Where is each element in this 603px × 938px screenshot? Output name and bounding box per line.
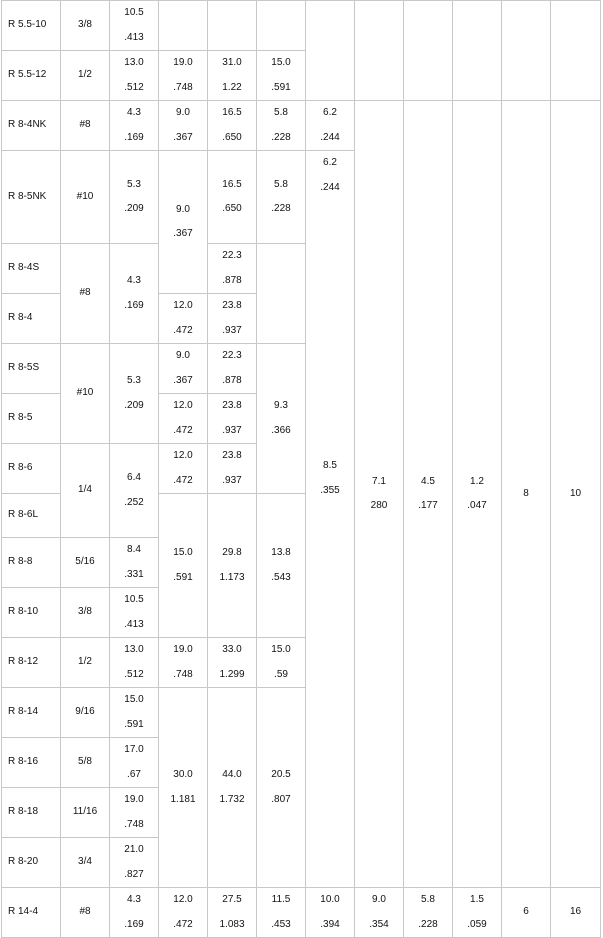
dimension-cell bbox=[159, 494, 208, 638]
inch-value: 1.22 bbox=[222, 81, 242, 93]
stud-size-cell: 3/8 bbox=[61, 588, 110, 638]
inch-value: .059 bbox=[467, 918, 487, 930]
metric-value: 5.3 bbox=[127, 178, 141, 190]
metric-value: 8.4 bbox=[127, 544, 141, 555]
inch-value: .228 bbox=[271, 131, 291, 143]
inch-value: .209 bbox=[124, 203, 144, 214]
part-number-cell: R 5.5-12 bbox=[2, 51, 61, 101]
metric-value: 13.0 bbox=[124, 644, 144, 655]
metric-value: 12.0 bbox=[173, 300, 193, 311]
metric-value: 15.0 bbox=[124, 694, 144, 705]
inch-value: .59 bbox=[274, 668, 288, 680]
metric-value: 6.2 bbox=[323, 157, 337, 168]
dimension-cell bbox=[110, 151, 159, 244]
dimension-cell bbox=[355, 1, 404, 101]
metric-value: 15.0 bbox=[173, 547, 193, 558]
metric-value: 9.0 bbox=[176, 350, 190, 361]
metric-value: 15.0 bbox=[271, 644, 291, 655]
metric-value: 20.5 bbox=[271, 769, 291, 780]
dimension-cell bbox=[453, 1, 502, 101]
metric-value: 10.5 bbox=[124, 7, 144, 18]
inch-value: .472 bbox=[173, 324, 193, 336]
dimension-cell bbox=[257, 1, 306, 51]
dimension-cell bbox=[110, 51, 159, 101]
inch-value: 280 bbox=[370, 500, 388, 511]
dimension-cell bbox=[110, 1, 159, 51]
part-number-cell: R 8-5 bbox=[2, 394, 61, 444]
stud-size-cell: 3/4 bbox=[61, 838, 110, 888]
metric-value: 23.8 bbox=[222, 400, 242, 411]
dimension-cell bbox=[306, 151, 355, 888]
inch-value: .453 bbox=[271, 918, 291, 930]
dimension-cell bbox=[257, 51, 306, 101]
inch-value: .591 bbox=[173, 571, 193, 583]
inch-value: .367 bbox=[173, 374, 193, 386]
metric-value: 13.0 bbox=[124, 57, 144, 68]
inch-value: .512 bbox=[124, 81, 144, 93]
metric-value: 10 bbox=[569, 487, 582, 499]
metric-value: 4.3 bbox=[127, 107, 141, 118]
inch-value: .355 bbox=[320, 484, 340, 496]
inch-value: 1.173 bbox=[219, 571, 245, 583]
metric-value: 33.0 bbox=[222, 644, 242, 655]
part-number-cell: R 8-4S bbox=[2, 244, 61, 294]
metric-value: 10.0 bbox=[320, 894, 340, 905]
metric-value: 8.5 bbox=[323, 460, 337, 471]
metric-value: 4.5 bbox=[421, 475, 435, 487]
dimension-cell bbox=[257, 151, 306, 244]
dimension-cell bbox=[159, 888, 208, 938]
dimension-cell bbox=[257, 101, 306, 151]
inch-value: .591 bbox=[271, 81, 291, 93]
inch-value: .937 bbox=[222, 474, 242, 486]
part-number-cell: R 8-16 bbox=[2, 738, 61, 788]
inch-value: .748 bbox=[173, 668, 193, 680]
inch-value: .228 bbox=[271, 203, 291, 214]
dimension-cell bbox=[208, 688, 257, 888]
inch-value: .807 bbox=[271, 793, 291, 805]
dimension-cell bbox=[110, 688, 159, 738]
inch-value: 1.732 bbox=[219, 793, 245, 805]
dimension-cell bbox=[110, 244, 159, 344]
metric-value: 5.8 bbox=[274, 107, 288, 118]
inch-value: .331 bbox=[124, 568, 144, 580]
metric-value: 9.0 bbox=[176, 203, 190, 215]
inch-value: .512 bbox=[124, 668, 144, 680]
dimension-cell bbox=[257, 344, 306, 494]
dimension-cell bbox=[159, 344, 208, 394]
inch-value: .209 bbox=[124, 399, 144, 411]
dimension-cell bbox=[110, 444, 159, 538]
metric-value: 4.3 bbox=[127, 894, 141, 905]
part-number-cell: R 8-20 bbox=[2, 838, 61, 888]
dimension-cell bbox=[110, 788, 159, 838]
part-number-cell: R 8-4NK bbox=[2, 101, 61, 151]
metric-value: 30.0 bbox=[173, 769, 193, 780]
inch-value: .047 bbox=[467, 500, 487, 511]
inch-value: .169 bbox=[124, 918, 144, 930]
stud-size-cell: #8 bbox=[61, 244, 110, 344]
dimension-cell bbox=[208, 344, 257, 394]
table-row bbox=[2, 888, 601, 938]
inch-value: .228 bbox=[418, 918, 438, 930]
inch-value: .367 bbox=[173, 228, 193, 239]
inch-value: .472 bbox=[173, 424, 193, 436]
dimension-cell bbox=[208, 51, 257, 101]
dimension-cell bbox=[208, 244, 257, 294]
part-number-cell: R 8-6 bbox=[2, 444, 61, 494]
inch-value: .413 bbox=[124, 618, 144, 630]
stud-size-cell: 1/2 bbox=[61, 51, 110, 101]
metric-value: 13.8 bbox=[271, 547, 291, 558]
inch-value: .366 bbox=[271, 424, 291, 436]
dimension-cell bbox=[502, 888, 551, 938]
inch-value: .177 bbox=[418, 500, 438, 511]
part-number-cell: R 5.5-10 bbox=[2, 1, 61, 51]
stud-size-cell: 5/8 bbox=[61, 738, 110, 788]
dimension-cell bbox=[306, 1, 355, 101]
dimension-cell bbox=[110, 538, 159, 588]
part-number-cell: R 8-5NK bbox=[2, 151, 61, 244]
metric-value: 4.3 bbox=[127, 275, 141, 286]
inch-value: .878 bbox=[222, 274, 242, 286]
metric-value: 8 bbox=[523, 487, 529, 499]
metric-value: 21.0 bbox=[124, 844, 144, 855]
dimension-cell bbox=[159, 1, 208, 51]
inch-value: .169 bbox=[124, 299, 144, 311]
dimension-cell bbox=[159, 51, 208, 101]
metric-value: 9.3 bbox=[274, 400, 288, 411]
dimension-cell bbox=[110, 588, 159, 638]
part-number-cell: R 8-6L bbox=[2, 494, 61, 538]
part-number-cell: R 8-8 bbox=[2, 538, 61, 588]
metric-value: 9.0 bbox=[176, 107, 190, 118]
dimension-cell bbox=[257, 688, 306, 888]
dimension-cell bbox=[208, 294, 257, 344]
inch-value: .169 bbox=[124, 131, 144, 143]
inch-value: .472 bbox=[173, 474, 193, 486]
metric-value: 23.8 bbox=[222, 450, 242, 461]
dimension-cell bbox=[110, 838, 159, 888]
inch-value: 1.299 bbox=[219, 668, 245, 680]
inch-value: .244 bbox=[320, 131, 340, 143]
dimension-cell bbox=[257, 494, 306, 638]
dimension-cell bbox=[404, 1, 453, 101]
dimension-cell bbox=[110, 101, 159, 151]
dimension-cell bbox=[355, 101, 404, 888]
inch-value: .937 bbox=[222, 424, 242, 436]
inch-value: .67 bbox=[127, 768, 141, 780]
dimension-cell bbox=[257, 244, 306, 344]
dimension-cell bbox=[110, 738, 159, 788]
metric-value: 15.0 bbox=[271, 57, 291, 68]
metric-value: 29.8 bbox=[222, 547, 242, 558]
dimension-cell bbox=[159, 394, 208, 444]
metric-value: 1.5 bbox=[470, 894, 484, 905]
metric-value: 22.3 bbox=[222, 250, 242, 261]
inch-value: .543 bbox=[271, 571, 291, 583]
inch-value: .472 bbox=[173, 918, 193, 930]
part-number-cell: R 8-12 bbox=[2, 638, 61, 688]
dimension-cell bbox=[306, 101, 355, 151]
dimension-cell bbox=[306, 888, 355, 938]
table-row bbox=[2, 1, 601, 51]
dimension-cell bbox=[208, 101, 257, 151]
dimension-cell bbox=[502, 101, 551, 888]
metric-value: 31.0 bbox=[222, 57, 242, 68]
inch-value: .413 bbox=[124, 31, 144, 43]
metric-value: 19.0 bbox=[173, 57, 193, 68]
dimension-cell bbox=[551, 888, 601, 938]
spec-table-body bbox=[2, 1, 601, 938]
metric-value: 12.0 bbox=[173, 894, 193, 905]
dimension-cell bbox=[110, 638, 159, 688]
stud-size-cell: #10 bbox=[61, 151, 110, 244]
dimension-cell bbox=[551, 1, 601, 101]
inch-value: .354 bbox=[369, 918, 389, 930]
metric-value: 22.3 bbox=[222, 350, 242, 361]
inch-value: .367 bbox=[173, 131, 193, 143]
metric-value: 6.2 bbox=[323, 107, 337, 118]
metric-value: 1.2 bbox=[470, 475, 484, 487]
dimension-cell bbox=[159, 151, 208, 294]
dimension-cell bbox=[110, 344, 159, 444]
metric-value: 16.5 bbox=[222, 178, 242, 190]
metric-value: 19.0 bbox=[124, 794, 144, 805]
inch-value: .878 bbox=[222, 374, 242, 386]
dimension-cell bbox=[257, 638, 306, 688]
inch-value: .748 bbox=[124, 818, 144, 830]
metric-value: 23.8 bbox=[222, 300, 242, 311]
metric-value: 10.5 bbox=[124, 594, 144, 605]
dimension-cell bbox=[159, 688, 208, 888]
dimension-cell bbox=[355, 888, 404, 938]
part-number-cell: R 14-4 bbox=[2, 888, 61, 938]
inch-value: .591 bbox=[124, 718, 144, 730]
dimension-cell bbox=[551, 101, 601, 888]
dimension-cell bbox=[404, 888, 453, 938]
dimension-cell bbox=[110, 888, 159, 938]
dimension-cell bbox=[159, 444, 208, 494]
inch-value: .937 bbox=[222, 324, 242, 336]
stud-size-cell: 5/16 bbox=[61, 538, 110, 588]
inch-value: .252 bbox=[124, 496, 144, 508]
inch-value: .827 bbox=[124, 868, 144, 880]
dimension-cell bbox=[159, 294, 208, 344]
dimension-cell bbox=[208, 1, 257, 51]
dimension-cell bbox=[159, 638, 208, 688]
stud-size-cell: 1/4 bbox=[61, 444, 110, 538]
inch-value: .394 bbox=[320, 918, 340, 930]
metric-value: 12.0 bbox=[173, 450, 193, 461]
metric-value: 5.3 bbox=[127, 375, 141, 386]
metric-value: 17.0 bbox=[124, 744, 144, 755]
dimension-cell bbox=[453, 888, 502, 938]
metric-value: 5.8 bbox=[274, 178, 288, 190]
stud-size-cell: #8 bbox=[61, 888, 110, 938]
metric-value: 7.1 bbox=[372, 475, 386, 487]
dimension-cell bbox=[502, 1, 551, 101]
dimension-cell bbox=[208, 494, 257, 638]
stud-size-cell: 11/16 bbox=[61, 788, 110, 838]
metric-value: 12.0 bbox=[173, 400, 193, 411]
dimension-cell bbox=[453, 101, 502, 888]
dimension-cell bbox=[159, 101, 208, 151]
stud-size-cell: #8 bbox=[61, 101, 110, 151]
inch-value: 1.083 bbox=[219, 918, 245, 930]
inch-value: 1.181 bbox=[170, 793, 196, 805]
metric-value: 11.5 bbox=[271, 894, 291, 905]
table-row bbox=[2, 101, 601, 151]
dimension-cell bbox=[208, 638, 257, 688]
metric-value: 16 bbox=[569, 906, 582, 918]
part-number-cell: R 8-5S bbox=[2, 344, 61, 394]
part-number-cell: R 8-18 bbox=[2, 788, 61, 838]
metric-value: 6 bbox=[523, 906, 529, 918]
metric-value: 6.4 bbox=[127, 472, 141, 483]
inch-value: .748 bbox=[173, 81, 193, 93]
dimension-cell bbox=[404, 101, 453, 888]
spec-table bbox=[1, 0, 601, 938]
metric-value: 9.0 bbox=[372, 894, 386, 905]
part-number-cell: R 8-14 bbox=[2, 688, 61, 738]
part-number-cell: R 8-4 bbox=[2, 294, 61, 344]
metric-value: 16.5 bbox=[222, 107, 242, 118]
metric-value: 5.8 bbox=[421, 894, 435, 905]
inch-value: .650 bbox=[222, 131, 242, 143]
inch-value: .650 bbox=[222, 203, 242, 214]
metric-value: 44.0 bbox=[222, 769, 242, 780]
metric-value: 27.5 bbox=[222, 894, 242, 905]
stud-size-cell: 3/8 bbox=[61, 1, 110, 51]
stud-size-cell: 9/16 bbox=[61, 688, 110, 738]
dimension-cell bbox=[208, 888, 257, 938]
stud-size-cell: #10 bbox=[61, 344, 110, 444]
stud-size-cell: 1/2 bbox=[61, 638, 110, 688]
dimension-cell bbox=[208, 394, 257, 444]
dimension-cell bbox=[208, 151, 257, 244]
metric-value: 19.0 bbox=[173, 644, 193, 655]
inch-value: .244 bbox=[320, 181, 340, 193]
part-number-cell: R 8-10 bbox=[2, 588, 61, 638]
dimension-cell bbox=[208, 444, 257, 494]
dimension-cell bbox=[257, 888, 306, 938]
